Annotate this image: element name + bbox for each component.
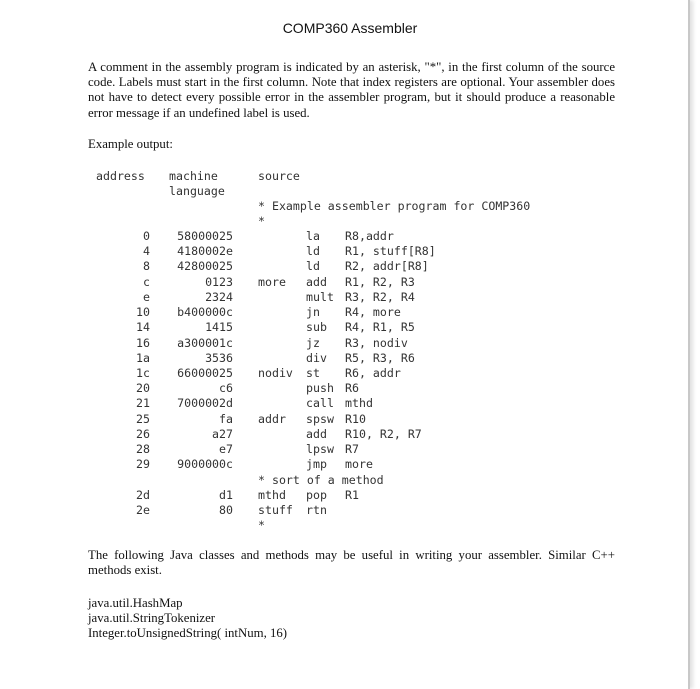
row-operands: R3, R2, R4	[345, 290, 415, 304]
row-operands: R4, more	[345, 305, 401, 319]
row-machine-code: 66000025	[177, 366, 233, 380]
row-address: 29	[136, 457, 150, 471]
row-address: 16	[136, 336, 150, 350]
row-label: addr	[258, 412, 286, 426]
row-opcode: la	[306, 229, 320, 243]
row-address: 4	[143, 244, 150, 258]
header-language: language	[169, 184, 225, 198]
row-address: 21	[136, 396, 150, 410]
row-address: 28	[136, 442, 150, 456]
row-machine-code: 2324	[205, 290, 233, 304]
java-item: java.util.HashMap	[88, 596, 183, 610]
row-operands: R3, nodiv	[345, 336, 408, 350]
row-machine-code: 9000000c	[177, 457, 233, 471]
comment-line: * Example assembler program for COMP360	[258, 199, 531, 213]
row-operands: R1, stuff[R8]	[345, 244, 436, 258]
row-opcode: sub	[306, 320, 327, 334]
comment-line: *	[258, 518, 265, 532]
row-operands: R6	[345, 381, 359, 395]
row-opcode: ld	[306, 259, 320, 273]
row-operands: R5, R3, R6	[345, 351, 415, 365]
row-label: nodiv	[258, 366, 293, 380]
row-opcode: lpsw	[306, 442, 334, 456]
row-operands: more	[345, 457, 373, 471]
row-address: 2e	[136, 503, 150, 517]
row-opcode: push	[306, 381, 334, 395]
header-source: source	[258, 169, 300, 183]
row-operands: mthd	[345, 396, 373, 410]
outro-paragraph: The following Java classes and methods may be useful in writing your assembler. Similar C++ methods exist.	[88, 548, 615, 578]
row-machine-code: 80	[219, 503, 233, 517]
row-opcode: pop	[306, 488, 327, 502]
header-address: address	[96, 169, 145, 183]
row-address: 1c	[136, 366, 150, 380]
row-machine-code: 58000025	[177, 229, 233, 243]
row-machine-code: e7	[219, 442, 233, 456]
row-address: 2d	[136, 488, 150, 502]
header-machine: machine	[169, 169, 218, 183]
row-operands: R1, R2, R3	[345, 275, 415, 289]
row-opcode: mult	[306, 290, 334, 304]
row-opcode: jn	[306, 305, 320, 319]
intro-paragraph: A comment in the assembly program is indicated by an asterisk, "*", in the first column of the source code. Labels must start in the first column. Note that index registers are optional. Your assembler does not have to detect every possible error in the assembler program, but it should produce a reasonable error message if an undefined label is used.	[88, 60, 615, 120]
row-operands: R4, R1, R5	[345, 320, 415, 334]
row-machine-code: 0123	[205, 275, 233, 289]
row-machine-code: fa	[219, 412, 233, 426]
row-address: 8	[143, 259, 150, 273]
page-title: COMP360 Assembler	[282, 20, 418, 36]
comment-line: *	[258, 214, 265, 228]
comment-line: * sort of a method	[258, 473, 384, 487]
row-address: 20	[136, 381, 150, 395]
row-operands: R10	[345, 412, 366, 426]
row-address: 1a	[136, 351, 150, 365]
row-address: c	[143, 275, 150, 289]
example-output-label: Example output:	[88, 137, 173, 151]
row-opcode: spsw	[306, 412, 334, 426]
row-operands: R6, addr	[345, 366, 401, 380]
row-address: 26	[136, 427, 150, 441]
java-item: java.util.StringTokenizer	[88, 611, 216, 625]
row-opcode: div	[306, 351, 327, 365]
row-machine-code: c6	[219, 381, 233, 395]
row-label: more	[258, 275, 286, 289]
row-opcode: call	[306, 396, 334, 410]
row-operands: R7	[345, 442, 359, 456]
row-machine-code: b400000c	[177, 305, 233, 319]
row-machine-code: 42800025	[177, 259, 233, 273]
row-operands: R8,addr	[345, 229, 394, 243]
row-address: 0	[143, 229, 150, 243]
row-operands: R2, addr[R8]	[345, 259, 429, 273]
row-operands: R1	[345, 488, 359, 502]
row-opcode: ld	[306, 244, 320, 258]
row-address: 14	[136, 320, 150, 334]
row-machine-code: a27	[212, 427, 233, 441]
row-machine-code: 7000002d	[177, 396, 233, 410]
row-address: 10	[136, 305, 150, 319]
row-machine-code: 3536	[205, 351, 233, 365]
row-opcode: jmp	[306, 457, 327, 471]
row-opcode: add	[306, 275, 327, 289]
row-machine-code: a300001c	[177, 336, 233, 350]
row-machine-code: 1415	[205, 320, 233, 334]
row-address: 25	[136, 412, 150, 426]
row-opcode: st	[306, 366, 320, 380]
row-opcode: jz	[306, 336, 320, 350]
row-label: stuff	[258, 503, 293, 517]
row-address: e	[143, 290, 150, 304]
row-machine-code: 4180002e	[177, 244, 233, 258]
row-machine-code: d1	[219, 488, 233, 502]
row-label: mthd	[258, 488, 286, 502]
row-opcode: add	[306, 427, 327, 441]
row-opcode: rtn	[306, 503, 327, 517]
java-item: Integer.toUnsignedString( intNum, 16)	[88, 626, 288, 640]
row-operands: R10, R2, R7	[345, 427, 422, 441]
java-class-list	[88, 596, 287, 641]
